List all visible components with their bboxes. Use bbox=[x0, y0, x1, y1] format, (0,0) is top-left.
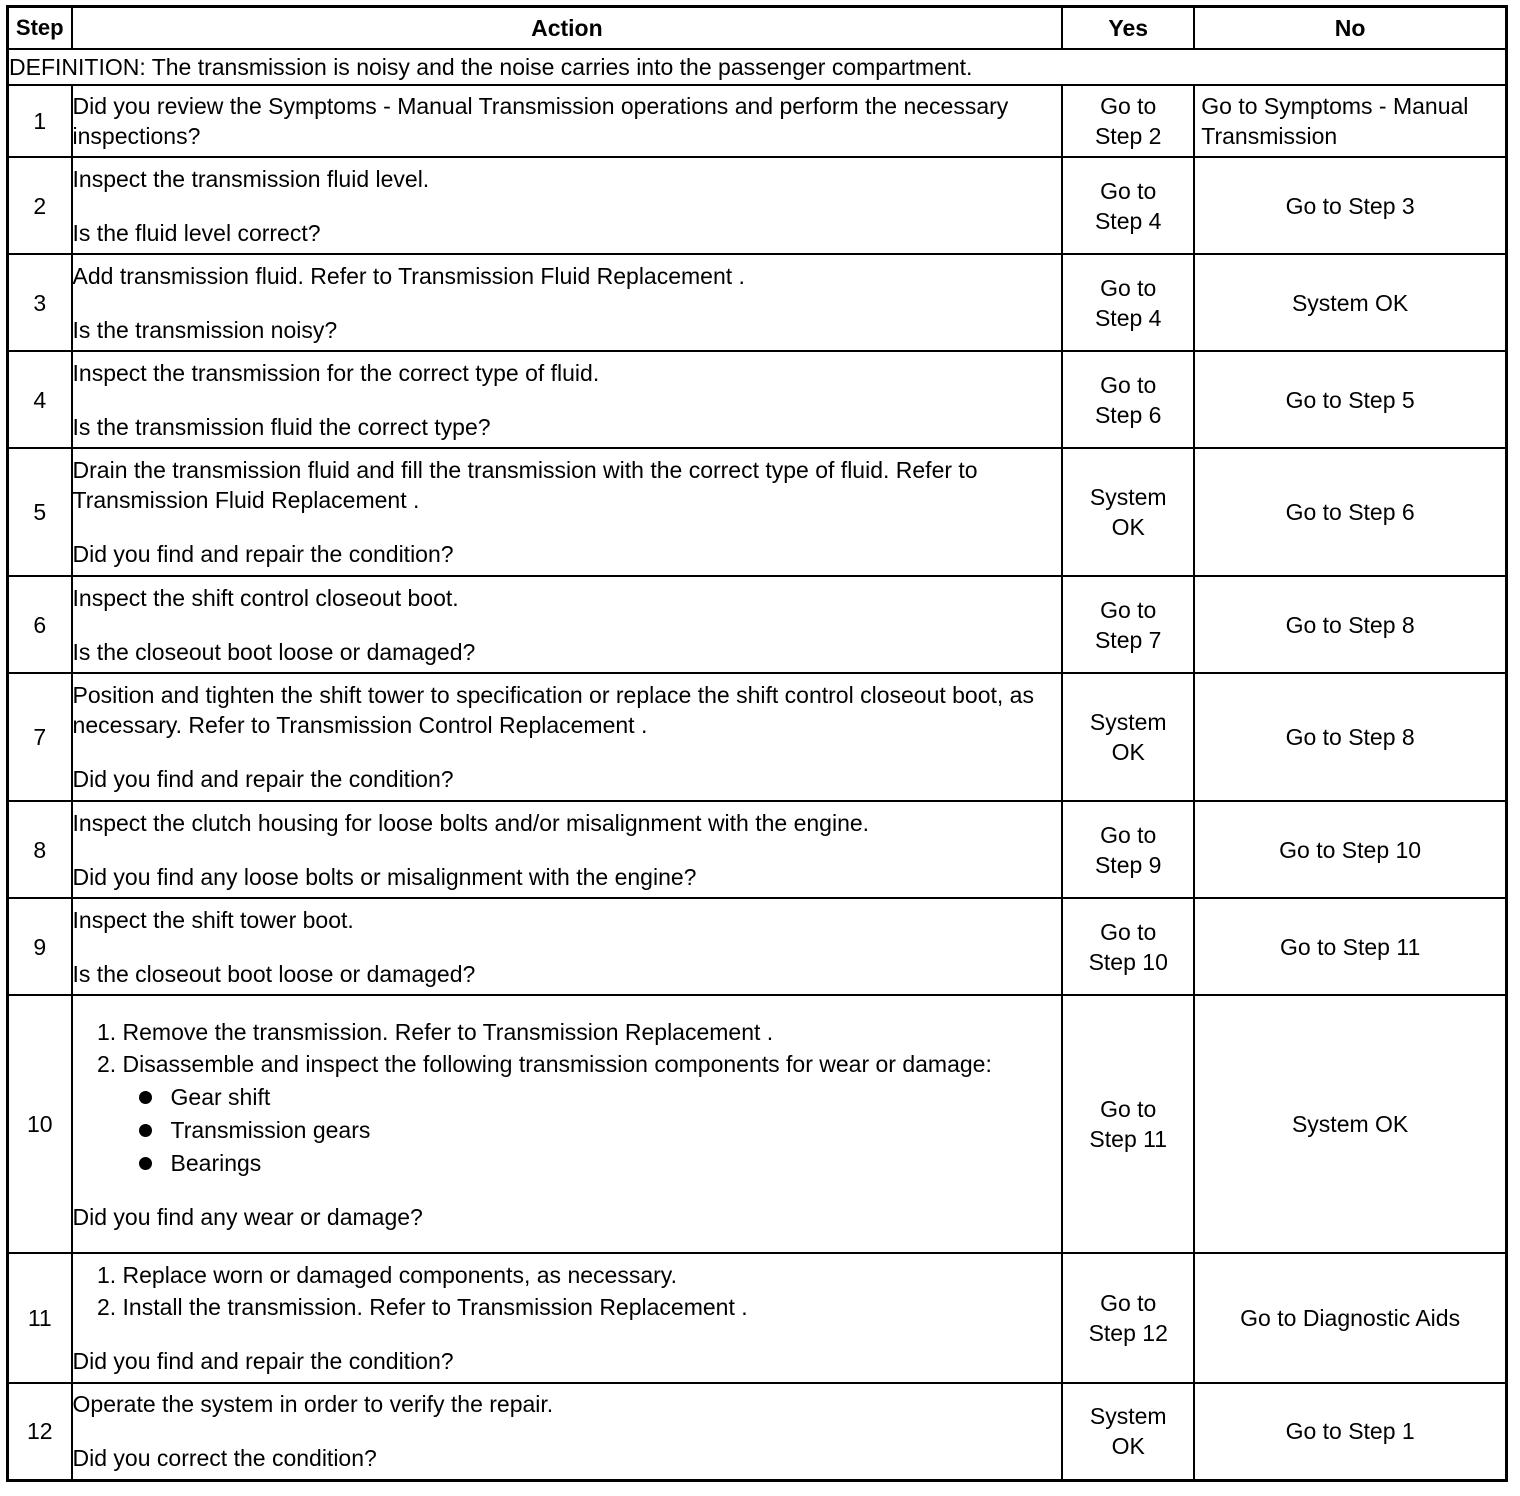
step-number: 8 bbox=[8, 801, 72, 898]
table-row bbox=[8, 448, 1507, 576]
list-item: 1. Remove the transmission. Refer to Transmission Replacement . bbox=[123, 1017, 1062, 1047]
diagnostic-table bbox=[6, 5, 1508, 1482]
table-row bbox=[8, 995, 1507, 1253]
yes-result: Go to Step 10 bbox=[1062, 898, 1194, 995]
yes-result: Go to Step 11 bbox=[1062, 995, 1194, 1253]
numbered-list bbox=[73, 1017, 1062, 1178]
action-text: Did you review the Symptoms - Manual Transmission operations and perform the necessary inspections? bbox=[72, 85, 1063, 157]
bullet-icon bbox=[139, 1157, 152, 1170]
yes-result: System OK bbox=[1062, 448, 1194, 576]
list-item bbox=[123, 1049, 1062, 1178]
yes-result: Go to Step 7 bbox=[1062, 576, 1194, 673]
header-action: Action bbox=[72, 7, 1063, 50]
no-result: Go to Symptoms - Manual Transmission bbox=[1194, 85, 1506, 157]
action-text: Position and tighten the shift tower to specification or replace the shift control closeout boot, as necessary. Refer to Transmission Control Replacement . bbox=[72, 682, 1034, 738]
table-row bbox=[8, 576, 1507, 673]
yes-result: Go to Step 4 bbox=[1062, 254, 1194, 351]
bullet-text: Bearings bbox=[170, 1149, 262, 1176]
no-result: Go to Step 5 bbox=[1194, 351, 1506, 448]
action-question: Did you find and repair the condition? bbox=[72, 766, 454, 792]
step-number: 5 bbox=[8, 448, 72, 576]
step-number: 7 bbox=[8, 673, 72, 801]
action-cell bbox=[72, 801, 1063, 898]
no-result: Go to Step 1 bbox=[1194, 1383, 1506, 1480]
action-question: Is the closeout boot loose or damaged? bbox=[72, 960, 476, 987]
no-result: Go to Diagnostic Aids bbox=[1194, 1253, 1506, 1383]
action-question: Is the transmission noisy? bbox=[72, 316, 338, 343]
table-row bbox=[8, 351, 1507, 448]
bullet-text: Transmission gears bbox=[170, 1116, 371, 1143]
list-item: 2. Install the transmission. Refer to Transmission Replacement . bbox=[123, 1292, 1062, 1322]
action-text: Add transmission fluid. Refer to Transmission Fluid Replacement . bbox=[72, 262, 745, 289]
table-row bbox=[8, 801, 1507, 898]
no-result: System OK bbox=[1194, 254, 1506, 351]
yes-result: Go to Step 12 bbox=[1062, 1253, 1194, 1383]
action-question: Did you find any loose bolts or misalignment with the engine? bbox=[72, 863, 697, 890]
step-number: 2 bbox=[8, 157, 72, 254]
yes-result: Go to Step 6 bbox=[1062, 351, 1194, 448]
step-number: 9 bbox=[8, 898, 72, 995]
step-number: 10 bbox=[8, 995, 72, 1253]
action-text: Drain the transmission fluid and fill the transmission with the correct type of fluid. Refer to Transmission Fluid Replacement . bbox=[72, 457, 978, 513]
bullet-icon bbox=[139, 1091, 152, 1104]
bullet-list bbox=[123, 1082, 1062, 1178]
action-cell bbox=[72, 448, 1063, 576]
yes-result: System OK bbox=[1062, 673, 1194, 801]
table-row bbox=[8, 254, 1507, 351]
no-result: Go to Step 6 bbox=[1194, 448, 1506, 576]
header-no: No bbox=[1194, 7, 1506, 50]
numbered-list bbox=[73, 1260, 1062, 1322]
header-yes: Yes bbox=[1062, 7, 1194, 50]
bullet-text: Gear shift bbox=[170, 1083, 271, 1110]
step-number: 11 bbox=[8, 1253, 72, 1383]
no-result: System OK bbox=[1194, 995, 1506, 1253]
header-row bbox=[8, 7, 1507, 50]
action-question: Did you find and repair the condition? bbox=[72, 541, 454, 567]
action-text: Inspect the transmission fluid level. bbox=[72, 165, 430, 192]
action-text: Operate the system in order to verify the repair. bbox=[72, 1391, 554, 1418]
table-row bbox=[8, 85, 1507, 157]
table-row bbox=[8, 1383, 1507, 1480]
action-cell bbox=[72, 673, 1063, 801]
action-question: Did you find and repair the condition? bbox=[72, 1348, 454, 1374]
action-cell bbox=[72, 576, 1063, 673]
action-cell bbox=[72, 351, 1063, 448]
yes-result: Go to Step 2 bbox=[1062, 85, 1194, 157]
bullet-item bbox=[171, 1082, 1062, 1112]
definition-row bbox=[8, 49, 1507, 85]
action-question: Did you find any wear or damage? bbox=[72, 1203, 423, 1230]
step-number: 1 bbox=[8, 85, 72, 157]
action-cell bbox=[72, 254, 1063, 351]
bullet-icon bbox=[139, 1124, 152, 1137]
list-item: 1. Replace worn or damaged components, as necessary. bbox=[123, 1260, 1062, 1290]
no-result: Go to Step 11 bbox=[1194, 898, 1506, 995]
step-number: 4 bbox=[8, 351, 72, 448]
action-text: Inspect the shift control closeout boot. bbox=[72, 584, 459, 611]
table-row bbox=[8, 157, 1507, 254]
action-text: Inspect the shift tower boot. bbox=[72, 906, 354, 933]
action-question: Is the closeout boot loose or damaged? bbox=[72, 638, 476, 665]
action-question: Is the transmission fluid the correct type? bbox=[72, 413, 491, 440]
action-cell bbox=[72, 1253, 1063, 1383]
no-result: Go to Step 8 bbox=[1194, 673, 1506, 801]
bullet-item bbox=[171, 1115, 1062, 1145]
no-result: Go to Step 10 bbox=[1194, 801, 1506, 898]
header-step: Step bbox=[8, 7, 72, 50]
action-question: Is the fluid level correct? bbox=[72, 219, 321, 246]
definition-text: DEFINITION: The transmission is noisy and the noise carries into the passenger compartment. bbox=[8, 49, 1507, 85]
no-result: Go to Step 3 bbox=[1194, 157, 1506, 254]
table-row bbox=[8, 898, 1507, 995]
action-cell bbox=[72, 995, 1063, 1253]
bullet-item bbox=[171, 1148, 1062, 1178]
action-cell bbox=[72, 898, 1063, 995]
yes-result: Go to Step 9 bbox=[1062, 801, 1194, 898]
action-question: Did you correct the condition? bbox=[72, 1445, 377, 1472]
step-number: 6 bbox=[8, 576, 72, 673]
yes-result: Go to Step 4 bbox=[1062, 157, 1194, 254]
no-result: Go to Step 8 bbox=[1194, 576, 1506, 673]
step-number: 3 bbox=[8, 254, 72, 351]
step-number: 12 bbox=[8, 1383, 72, 1480]
action-text: Inspect the clutch housing for loose bolts and/or misalignment with the engine. bbox=[72, 809, 870, 836]
table-row bbox=[8, 1253, 1507, 1383]
list-item-text: Disassemble and inspect the following transmission components for wear or damage: bbox=[122, 1050, 992, 1077]
action-cell bbox=[72, 1383, 1063, 1480]
table-row bbox=[8, 673, 1507, 801]
yes-result: System OK bbox=[1062, 1383, 1194, 1480]
action-cell bbox=[72, 157, 1063, 254]
action-text: Inspect the transmission for the correct type of fluid. bbox=[72, 359, 600, 386]
